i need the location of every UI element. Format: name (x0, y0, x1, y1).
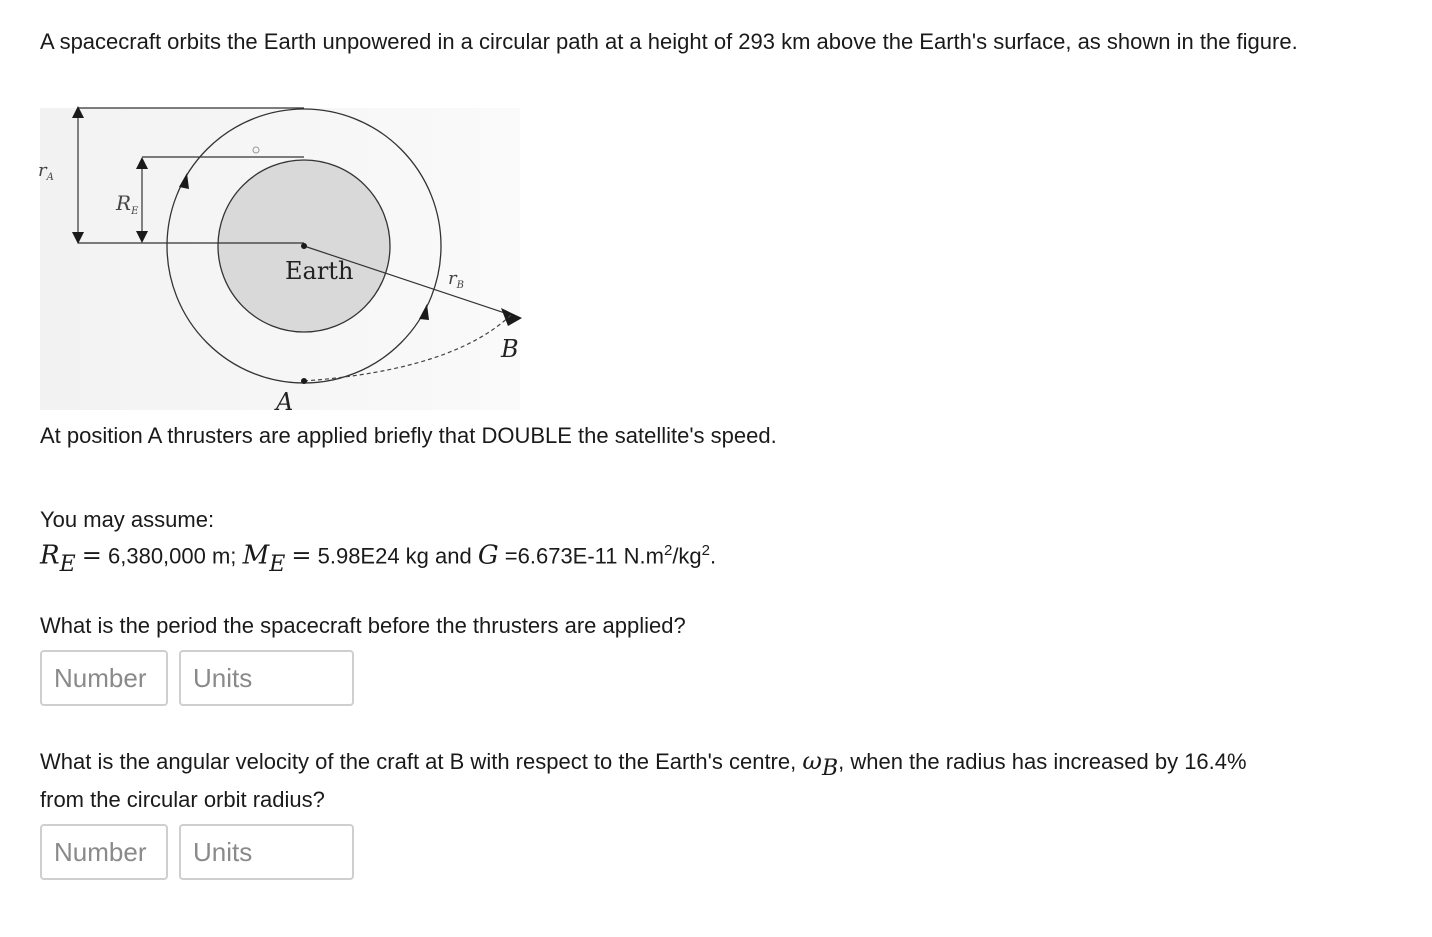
question-1-text: What is the period the spacecraft before the thrusters are applied? (40, 613, 686, 638)
point-a-dot (301, 378, 307, 384)
re-label: $R_E$ (116, 191, 139, 217)
orbit-diagram (34, 100, 524, 415)
earth-label: Earth (285, 257, 354, 285)
rb-label: $r_B$ (448, 268, 464, 291)
ra-label: $r_A$ (38, 160, 54, 183)
assume-heading: You may assume: (40, 507, 215, 532)
q2-units-input[interactable]: Units (179, 824, 354, 880)
point-b-label: B (501, 335, 519, 363)
q1-number-input[interactable]: Number (40, 650, 168, 706)
problem-intro: A spacecraft orbits the Earth unpowered in a circular path at a height of 293 km above the Earth's surface, as shown in the figure. (40, 29, 1298, 54)
thruster-statement: At position A thrusters are applied briefly that DOUBLE the satellite's speed. (40, 423, 777, 448)
q1-units-input[interactable]: Units (179, 650, 354, 706)
question-1-answer (40, 650, 354, 706)
question-2-text: What is the angular velocity of the craft at B with respect to the Earth's centre, ωB, when the radius has increased by 16.4% (40, 747, 1247, 781)
question-2-text-line2: from the circular orbit radius? (40, 787, 325, 812)
point-a-label: A (276, 388, 294, 415)
constants-line: RE = 6,380,000 m; ME = 5.98E24 kg and G =6.673E-11 $N.m^2/kg^2$. (40, 540, 717, 578)
question-2-answer (40, 824, 354, 880)
q2-number-input[interactable]: Number (40, 824, 168, 880)
earth-centre-dot (301, 243, 307, 249)
